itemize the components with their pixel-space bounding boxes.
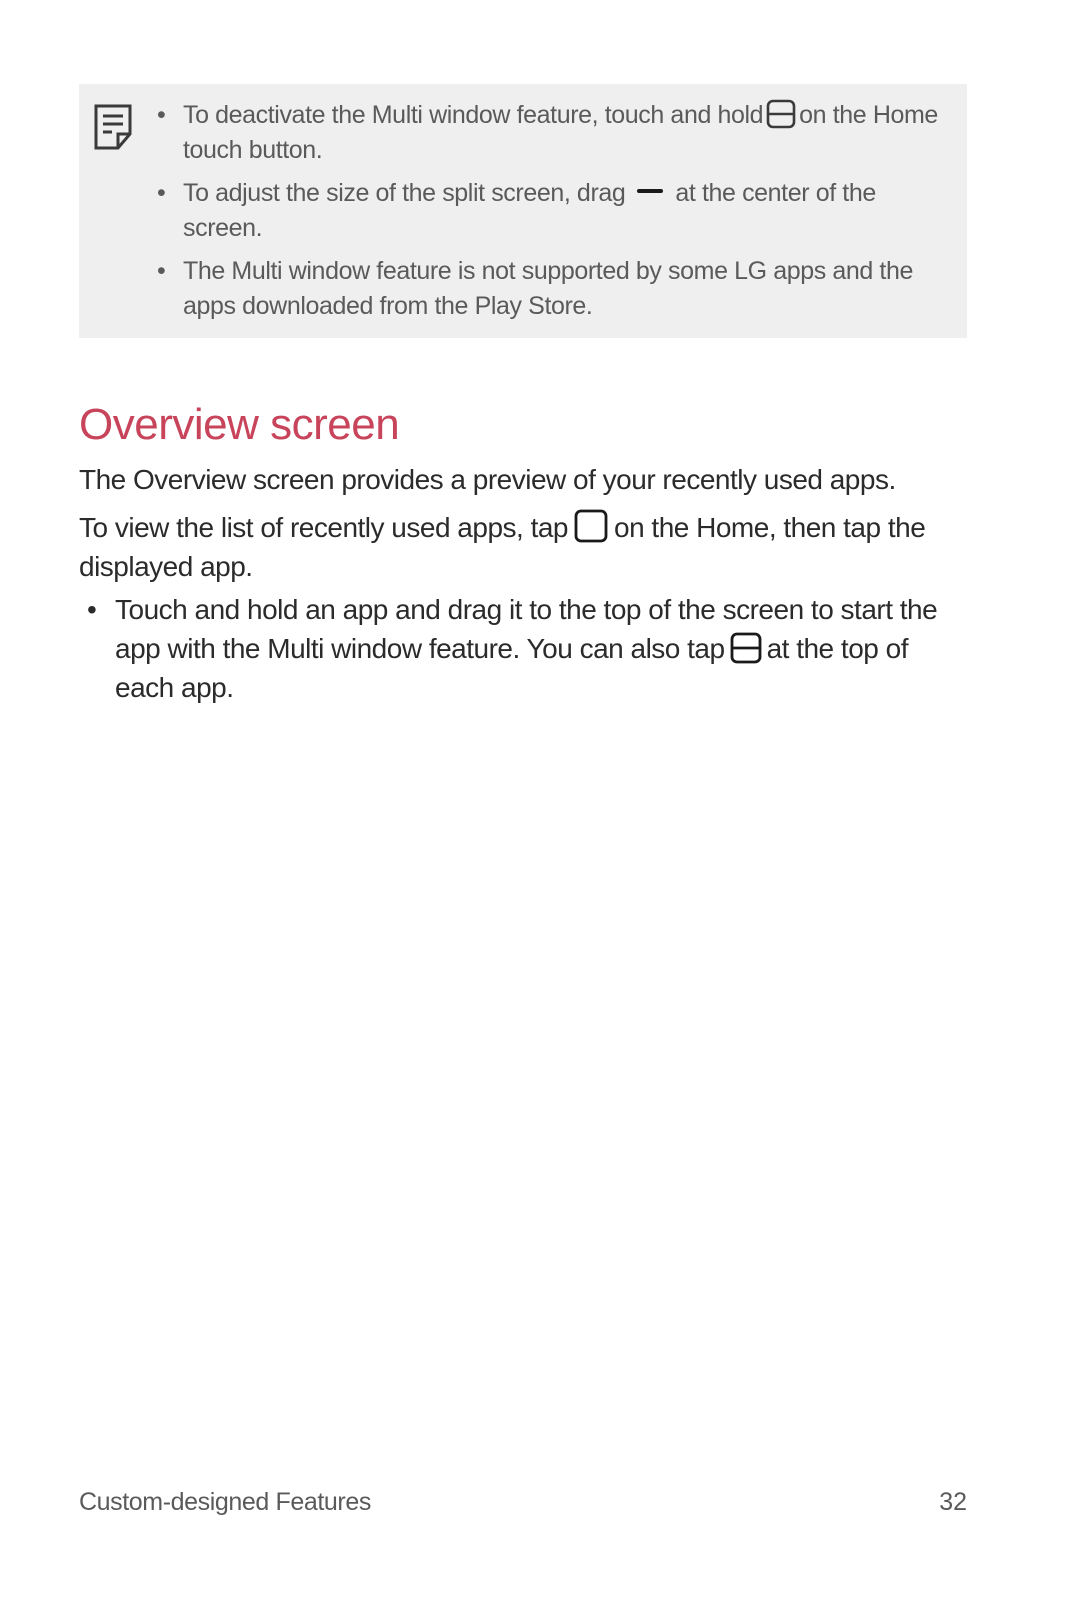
note-item: • To deactivate the Multi window feature, touch and hold on the Home touch button. (157, 101, 938, 164)
instruction-text: To view the list of recently used apps, tap (79, 512, 568, 543)
section-title: Overview screen (79, 400, 400, 449)
overview-square-icon (574, 509, 608, 543)
note-item-text: on the Home touch button. (183, 101, 938, 164)
note-box (79, 84, 967, 338)
multi-window-icon (766, 99, 796, 129)
note-item-text: To adjust the size of the split screen, drag (183, 179, 626, 207)
drag-handle-icon (633, 181, 667, 201)
multi-window-icon (730, 632, 762, 664)
footer-page-number: 32 (939, 1488, 967, 1516)
list-item-text: at the top of each app. (115, 633, 908, 703)
note-item: • The Multi window feature is not supported by some LG apps and the apps downloaded from the Play Store. (157, 257, 913, 320)
note-item: • To adjust the size of the split screen, drag at the center of the screen. (157, 179, 876, 242)
list-item: • Touch and hold an app and drag it to the top of the screen to start the app with the Multi window feature. You can also tap at the top of each app. (87, 594, 938, 703)
note-item-text: at the center of the screen. (183, 179, 876, 242)
footer-section-name: Custom-designed Features (79, 1488, 371, 1516)
overview-bullet-list (79, 590, 969, 707)
list-item-text: Touch and hold an app and drag it to the top of the screen to start the app with the Multi window feature. You can also tap (115, 594, 938, 664)
overview-instructions (79, 508, 959, 586)
note-list (157, 98, 947, 332)
note-icon (94, 104, 134, 150)
overview-intro: The Overview screen provides a preview of your recently used apps. (79, 464, 896, 495)
note-item-text: To deactivate the Multi window feature, touch and hold (183, 101, 764, 129)
instruction-text: on the Home, then tap the displayed app. (79, 512, 926, 582)
note-item-text: The Multi window feature is not supported by some LG apps and the apps downloaded from the Play Store. (183, 257, 913, 320)
